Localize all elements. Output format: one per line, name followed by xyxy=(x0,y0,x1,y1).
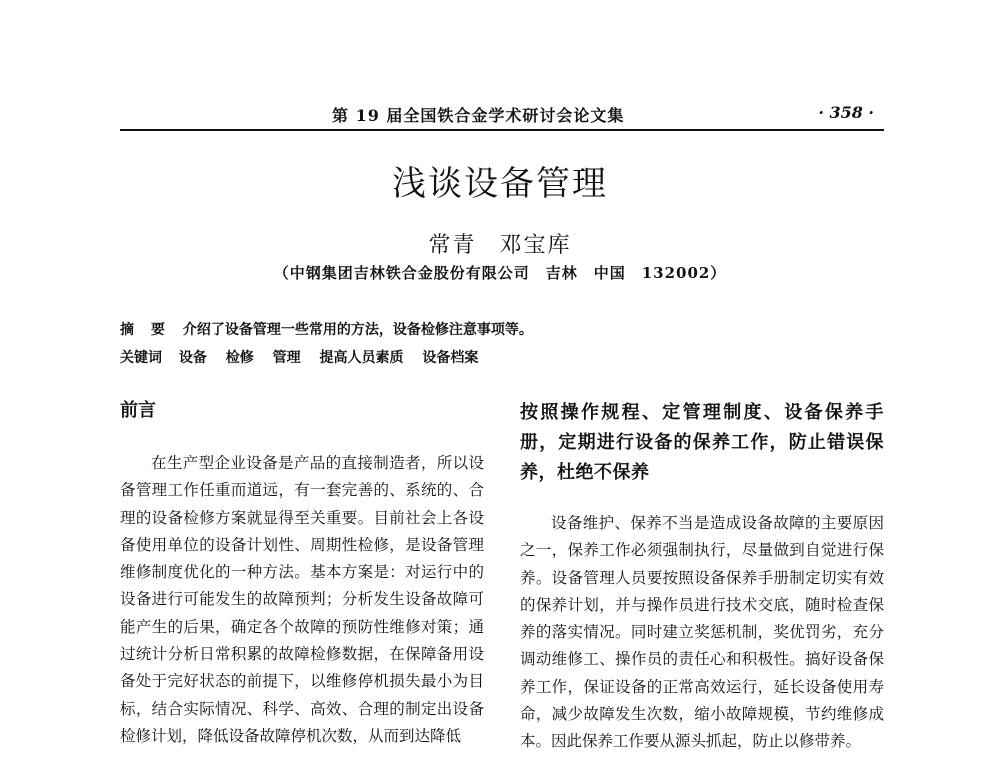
paper-authors: 常青 邓宝库 xyxy=(428,233,572,258)
page-number: · 358 · xyxy=(818,103,874,122)
author-affiliation: （中钢集团吉林铁合金股份有限公司 吉林 中国 132002） xyxy=(273,264,727,282)
preface-paragraph: 在生产型企业设备是产品的直接制造者，所以设备管理工作任重而道远，有一套完善的、系统的、合理的设备检修方案就显得至关重要。目前社会上各设备使用单位的设备计划性、周期性检修，是设备管理维修制度优化的一种方法。基本方案是：对运行中的设备进行可能发生的故障预判；分析发生设备故障可能产生的后果，确定各个故障的预防性维修对策；通过统计分析日常积累的故障检修数据，在保障备用设备处于完好状态的前提下，以维修停机损失最小为目标，结合实际情况、科学、高效、合理的制定出设备检修计划，降低设备故障停机次数，从而到达降低 xyxy=(120,454,484,745)
left-column xyxy=(120,398,484,750)
keyword: 管理 xyxy=(272,350,301,366)
running-header xyxy=(120,101,884,131)
abstract-text: 介绍了设备管理一些常用的方法，设备检修注意事项等。 xyxy=(182,322,533,338)
keyword: 设备档案 xyxy=(422,350,479,366)
maintenance-paragraph: 设备维护、保养不当是造成设备故障的主要原因之一，保养工作必须强制执行，尽量做到自觉进行保养。设备管理人员要按照设备保养手册制定切实有效的保养计划，并与操作员进行技术交底，随时检查保养的落实情况。同时建立奖惩机制，奖优罚劣，充分调动维修工、操作员的责任心和积极性。搞好设备保养工作，保证设备的正常高效运行，延长设备使用寿命，减少故障发生次数，缩小故障规模，节约维修成本。因此保养工作要从源头抓起，防止以修带养。 xyxy=(520,514,884,751)
abstract-label: 摘 要 xyxy=(120,322,171,338)
keyword: 设备 xyxy=(178,350,207,366)
journal-name: 第 19 届全国铁合金学术研讨会论文集 xyxy=(332,106,625,125)
keywords xyxy=(120,347,492,367)
keyword: 检修 xyxy=(225,350,254,366)
keywords-label: 关键词 xyxy=(120,350,162,366)
paper-title: 浅谈设备管理 xyxy=(392,164,608,204)
keyword: 提高人员素质 xyxy=(319,350,404,366)
section-heading-maintenance: 按照操作规程、定管理制度、设备保养手册，定期进行设备的保养工作，防止错误保养，杜绝不保养 xyxy=(520,402,884,483)
section-heading-preface: 前言 xyxy=(120,400,156,421)
abstract xyxy=(120,319,533,339)
right-column xyxy=(520,398,884,756)
